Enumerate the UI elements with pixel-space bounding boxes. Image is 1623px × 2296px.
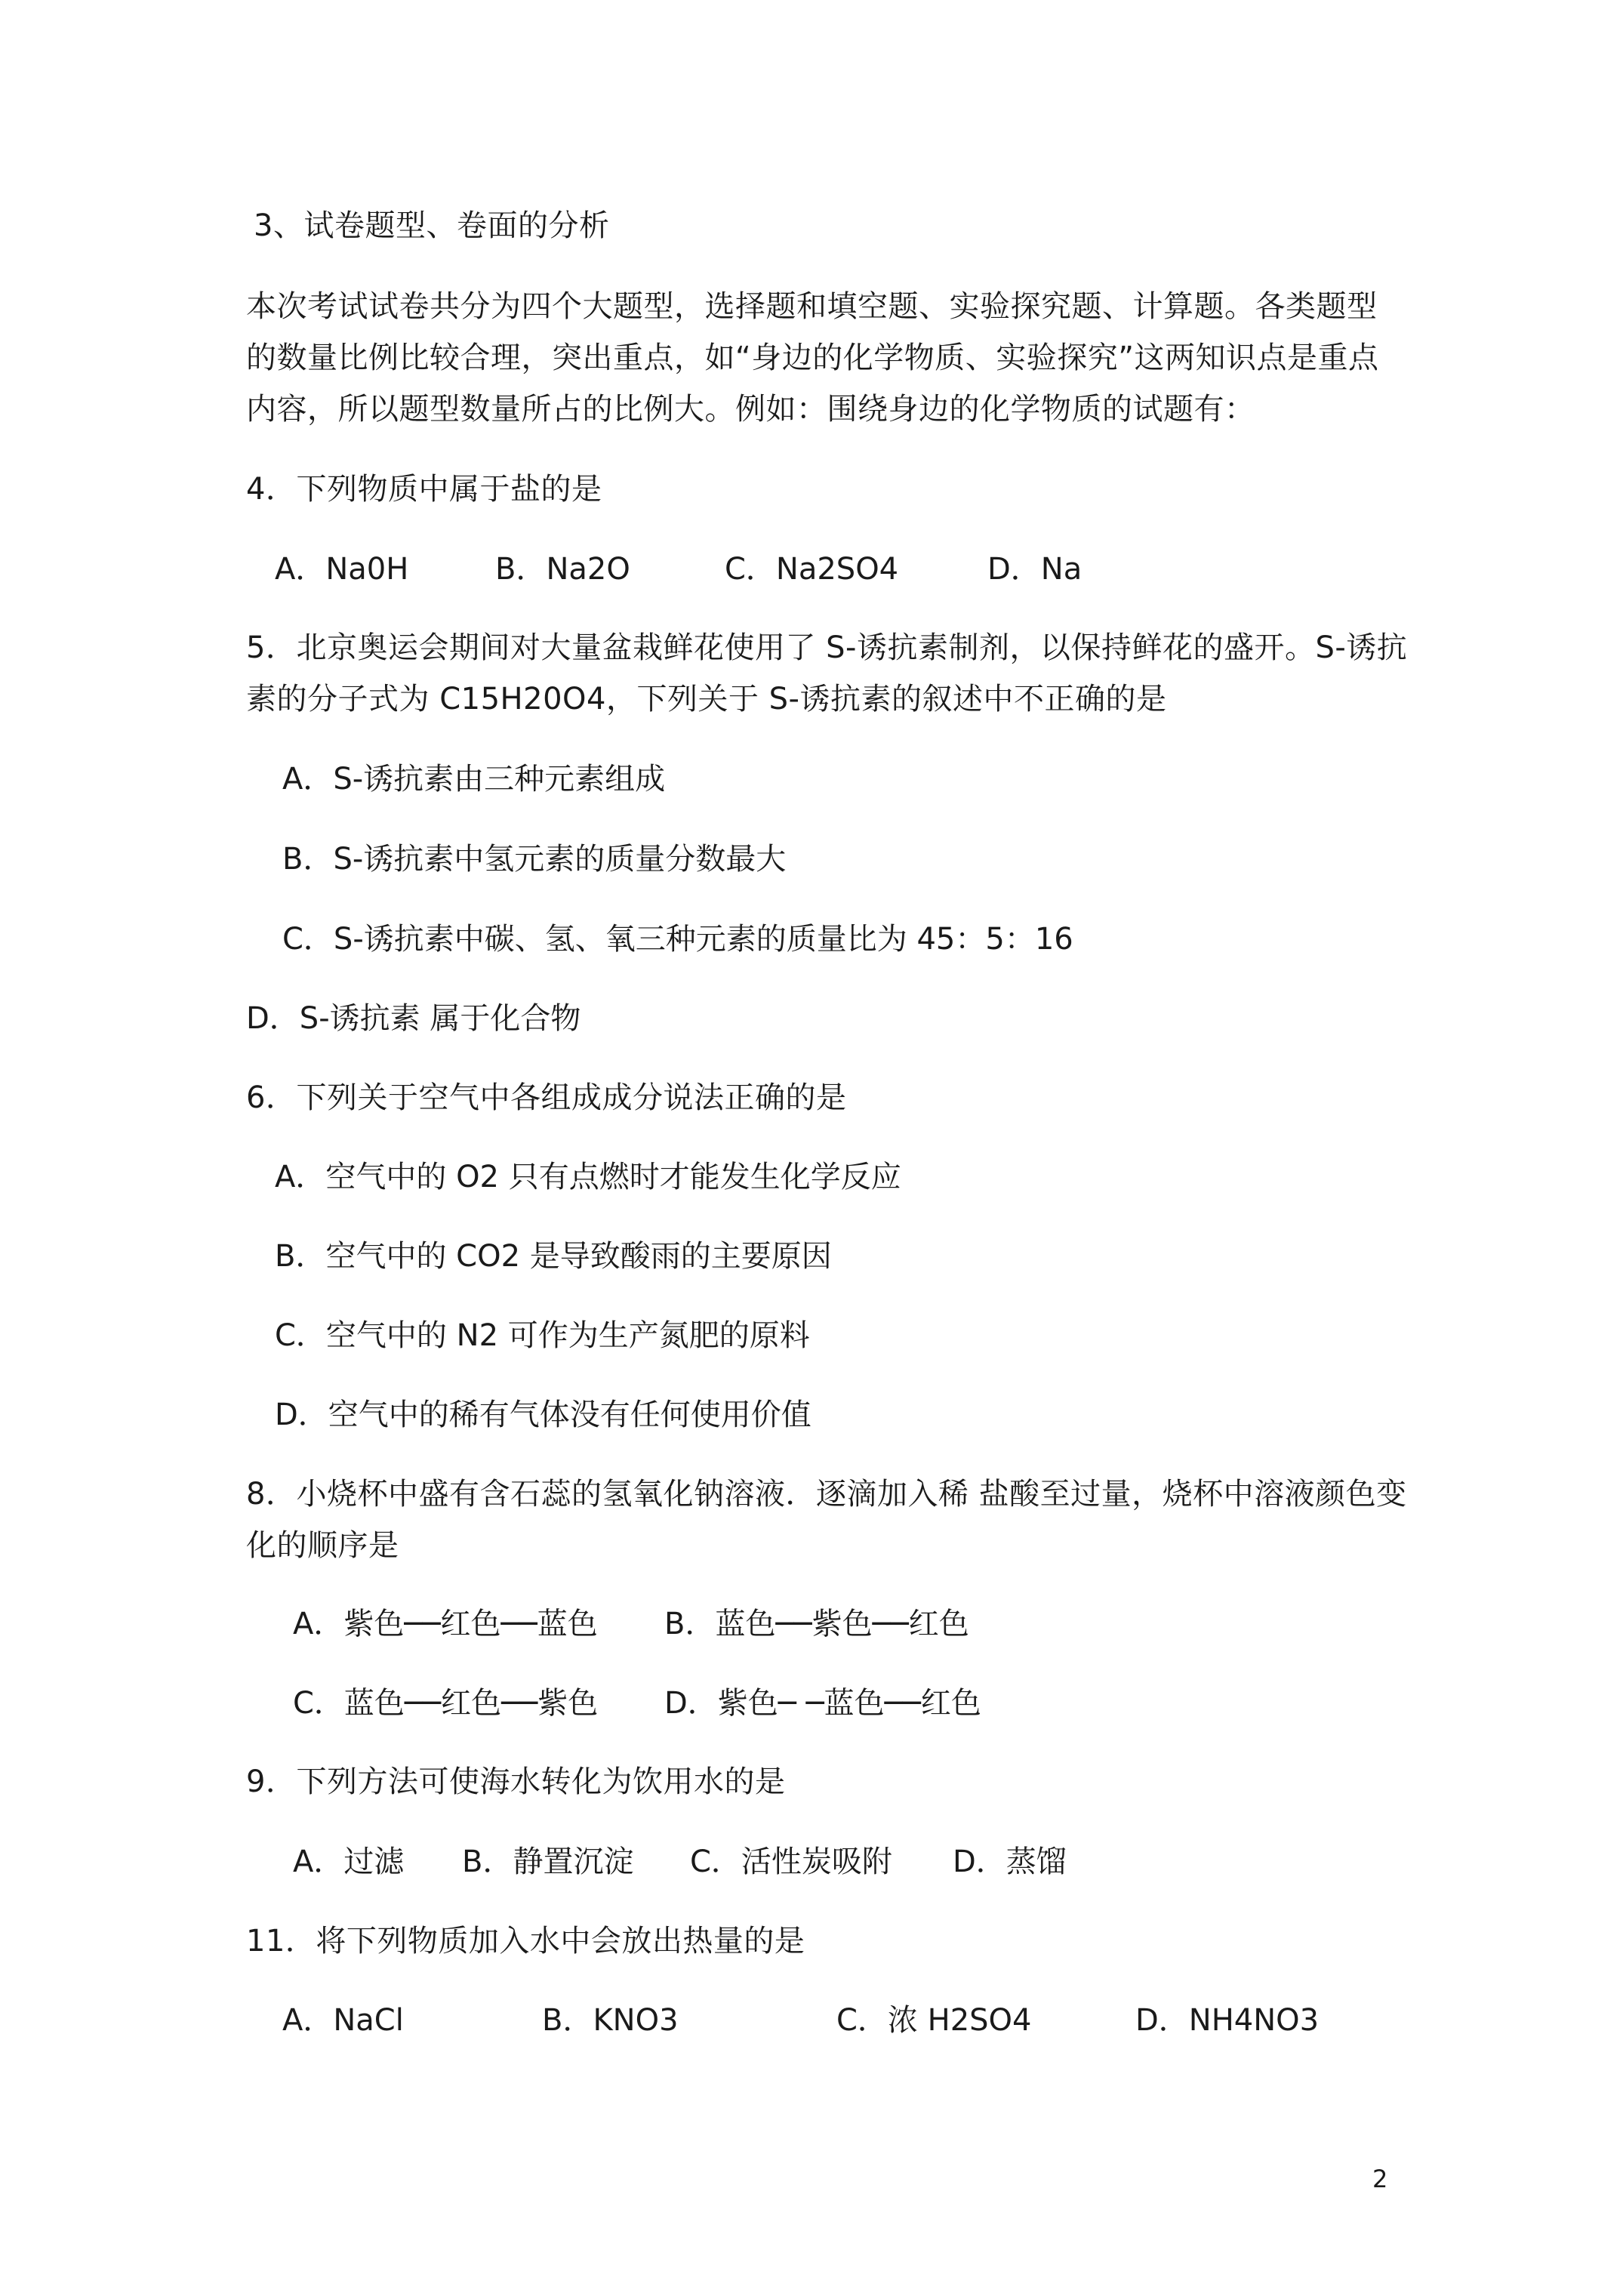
q11-option-d: D．NH4NO3	[1135, 2003, 1320, 2038]
q8-stem-line-2: 化的顺序是	[246, 1528, 399, 1563]
q6-option-c: C．空气中的 N2 可作为生产氮肥的原料	[275, 1318, 810, 1353]
q9-stem: 9．下列方法可使海水转化为饮用水的是	[246, 1764, 786, 1799]
q8-stem-line-1: 8．小烧杯中盛有含石蕊的氢氧化钠溶液．逐滴加入稀 盐酸至过量，烧杯中溶液颜色变	[246, 1477, 1407, 1512]
section-heading: 3、试卷题型、卷面的分析	[254, 208, 610, 243]
q9-option-a: A．过滤	[293, 1845, 405, 1879]
intro-line-2: 的数量比例比较合理，突出重点，如“身边的化学物质、实验探究”这两知识点是重点	[246, 341, 1379, 375]
q11-option-b: B．KNO3	[542, 2003, 679, 2038]
q4-option-d: D．Na	[987, 552, 1083, 587]
q5-option-a: A．S-诱抗素由三种元素组成	[282, 762, 666, 797]
q9-option-b: B．静置沉淀	[462, 1845, 634, 1879]
q11-option-c: C．浓 H2SO4	[836, 2003, 1032, 2038]
q11-option-a: A．NaCl	[282, 2003, 404, 2038]
intro-line-1: 本次考试试卷共分为四个大题型，选择题和填空题、实验探究题、计算题。各类题型	[246, 289, 1378, 324]
q4-option-b: B．Na2O	[495, 552, 630, 587]
q5-option-d: D．S-诱抗素 属于化合物	[246, 1001, 581, 1036]
q6-option-a: A．空气中的 O2 只有点燃时才能发生化学反应	[275, 1160, 901, 1194]
q5-option-c: C．S-诱抗素中碳、氢、氧三种元素的质量比为 45：5：16	[282, 922, 1073, 957]
q4-option-a: A．Na0H	[275, 552, 409, 587]
q8-option-a: A．紫色──红色──蓝色	[293, 1607, 598, 1641]
q8-option-d: D．紫色─ ─蓝色──红色	[664, 1686, 981, 1721]
q11-stem: 11．将下列物质加入水中会放出热量的是	[246, 1924, 805, 1959]
q6-option-b: B．空气中的 CO2 是导致酸雨的主要原因	[275, 1239, 832, 1274]
q9-option-d: D．蒸馏	[953, 1845, 1067, 1879]
q4-stem: 4．下列物质中属于盐的是	[246, 472, 602, 507]
q6-option-d: D．空气中的稀有气体没有任何使用价值	[275, 1398, 812, 1432]
q6-stem: 6．下列关于空气中各组成成分说法正确的是	[246, 1080, 847, 1115]
q4-option-c: C．Na2SO4	[725, 552, 899, 587]
page-number: 2	[1372, 2165, 1388, 2193]
q5-stem-line-1: 5．北京奥运会期间对大量盆栽鲜花使用了 S-诱抗素制剂，以保持鲜花的盛开。S-诱抗	[246, 630, 1408, 665]
q8-option-c: C．蓝色──红色──紫色	[293, 1686, 599, 1721]
intro-line-3: 内容，所以题型数量所占的比例大。例如：围绕身边的化学物质的试题有：	[246, 392, 1255, 427]
q5-option-b: B．S-诱抗素中氢元素的质量分数最大	[282, 842, 787, 877]
q8-option-b: B．蓝色──紫色──红色	[664, 1607, 969, 1641]
q9-option-c: C．活性炭吸附	[690, 1845, 892, 1879]
q5-stem-line-2: 素的分子式为 C15H20O4，下列关于 S-诱抗素的叙述中不正确的是	[246, 682, 1167, 717]
